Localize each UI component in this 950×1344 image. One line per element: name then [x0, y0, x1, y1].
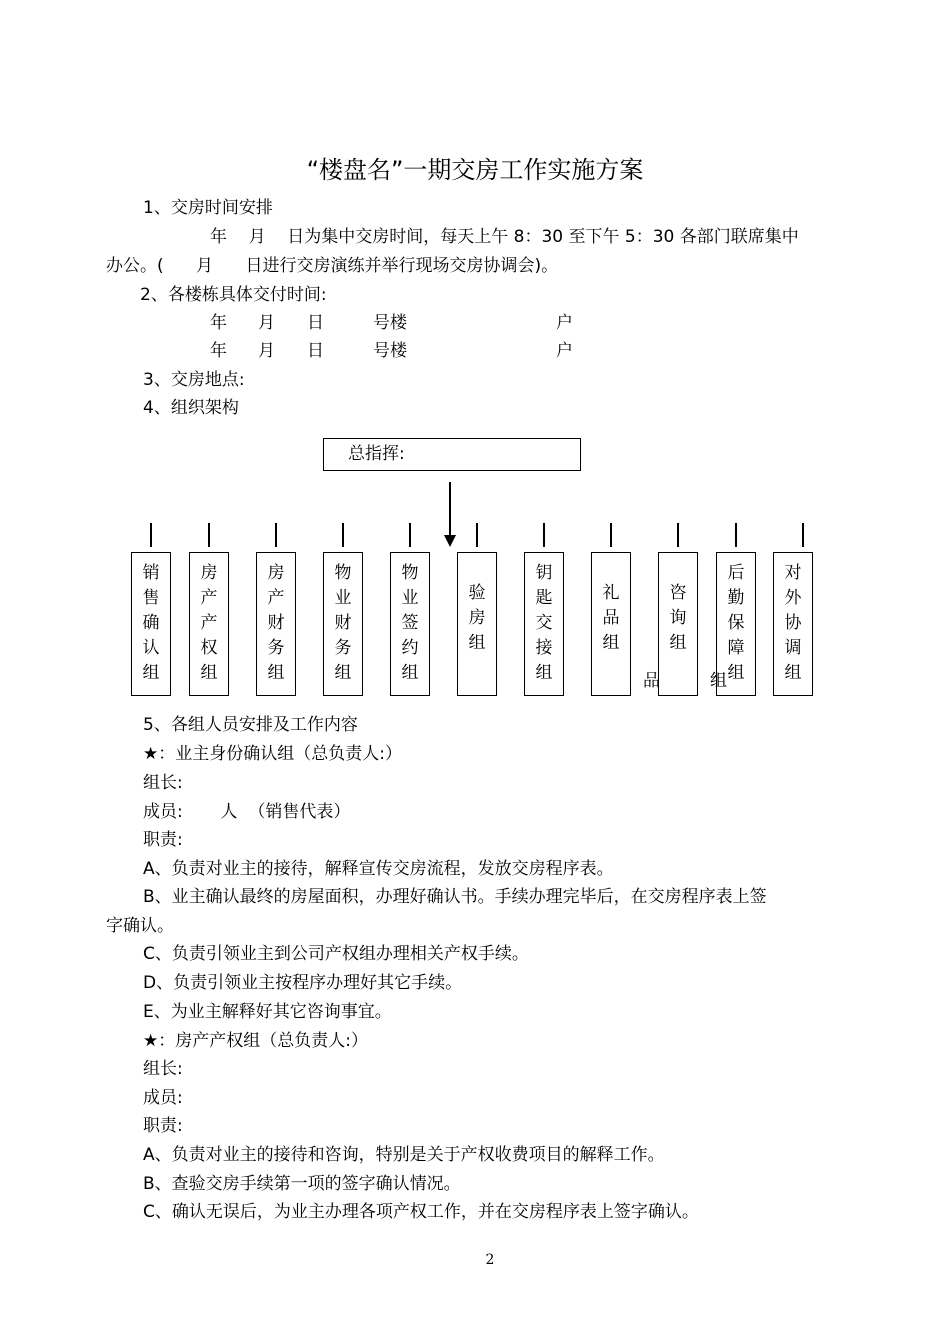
group2-members: 成员: [143, 1088, 183, 1108]
arrow-down-icon [444, 535, 456, 547]
schedule-units: 户 [556, 341, 573, 361]
group1-members: 成员: 人 （销售代表） [143, 802, 351, 822]
section4-heading: 4、组织架构 [143, 398, 239, 418]
group2-item: A、负责对业主的接待和咨询，特别是关于产权收费项目的解释工作。 [143, 1145, 665, 1165]
org-group-box [189, 552, 229, 696]
org-group-label: 咨询组 [669, 583, 687, 653]
org-group-label: 钥匙交接组 [535, 563, 553, 683]
group1-item: D、负责引领业主按程序办理好其它手续。 [143, 973, 463, 993]
org-group-label: 房产财务组 [267, 563, 285, 683]
group1-duty: 职责: [143, 830, 183, 850]
schedule-month: 月 [258, 313, 275, 333]
schedule-building: 号楼 [373, 341, 407, 361]
connector-tick [735, 523, 737, 547]
org-group-box [524, 552, 564, 696]
group1-item: 字确认。 [106, 916, 174, 936]
group1-item: E、为业主解释好其它咨询事宜。 [143, 1002, 392, 1022]
org-group-box [591, 552, 631, 696]
section1-line1: 年 月 日为集中交房时间，每天上午 8：30 至下午 5：30 各部门联席集中 [210, 227, 799, 247]
org-group-label: 物业签约组 [401, 563, 419, 683]
org-group-box [658, 552, 698, 696]
schedule-day: 日 [307, 313, 324, 333]
page-number: 2 [485, 1252, 495, 1268]
org-group-label: 销售确认组 [142, 563, 160, 683]
stray-label: 组 [710, 671, 727, 691]
group2-leader: 组长: [143, 1059, 183, 1079]
group2-item: B、查验交房手续第一项的签字确认情况。 [143, 1174, 461, 1194]
org-group-label: 验房组 [468, 583, 486, 653]
group2-title: ★：房产产权组（总负责人:） [143, 1031, 368, 1051]
org-group-box [256, 552, 296, 696]
schedule-building: 号楼 [373, 313, 407, 333]
org-group-box [773, 552, 813, 696]
group1-title: ★：业主身份确认组（总负责人:） [143, 744, 402, 764]
schedule-month: 月 [258, 341, 275, 361]
connector-tick [342, 523, 344, 547]
connector-tick [208, 523, 210, 547]
schedule-year: 年 [210, 341, 227, 361]
group2-item: C、确认无误后，为业主办理各项产权工作，并在交房程序表上签字确认。 [143, 1202, 699, 1222]
arrow-shaft [449, 482, 451, 538]
section3-heading: 3、交房地点: [143, 370, 245, 390]
org-group-box [390, 552, 430, 696]
org-group-label: 对外协调组 [784, 563, 802, 683]
connector-tick [476, 523, 478, 547]
group2-duty: 职责: [143, 1116, 183, 1136]
group1-item: C、负责引领业主到公司产权组办理相关产权手续。 [143, 944, 529, 964]
org-group-label: 礼品组 [602, 583, 620, 653]
connector-tick [677, 523, 679, 547]
org-group-box [323, 552, 363, 696]
group1-item: A、负责对业主的接待，解释宣传交房流程，发放交房程序表。 [143, 859, 614, 879]
connector-tick [275, 523, 277, 547]
connector-tick [150, 523, 152, 547]
group1-leader: 组长: [143, 773, 183, 793]
org-group-label: 物业财务组 [334, 563, 352, 683]
org-group-box [457, 552, 497, 696]
section1-heading: 1、交房时间安排 [143, 198, 273, 218]
connector-tick [409, 523, 411, 547]
schedule-year: 年 [210, 313, 227, 333]
connector-tick [610, 523, 612, 547]
section1-line2: 办公。( 月 日进行交房演练并举行现场交房协调会)。 [106, 256, 559, 276]
schedule-units: 户 [556, 313, 573, 333]
group1-item: B、业主确认最终的房屋面积，办理好确认书。手续办理完毕后，在交房程序表上签 [143, 887, 767, 907]
commander-box: 总指挥: [323, 438, 581, 471]
org-group-box [131, 552, 171, 696]
section2-heading: 2、各楼栋具体交付时间: [140, 285, 327, 305]
schedule-day: 日 [307, 341, 324, 361]
stray-label: 品 [643, 671, 660, 691]
org-group-label: 后勤保障组 [727, 563, 745, 683]
connector-tick [802, 523, 804, 547]
connector-tick [543, 523, 545, 547]
org-group-label: 房产产权组 [200, 563, 218, 683]
section5-heading: 5、各组人员安排及工作内容 [143, 715, 358, 735]
document-title: “楼盘名”一期交房工作实施方案 [306, 156, 644, 184]
